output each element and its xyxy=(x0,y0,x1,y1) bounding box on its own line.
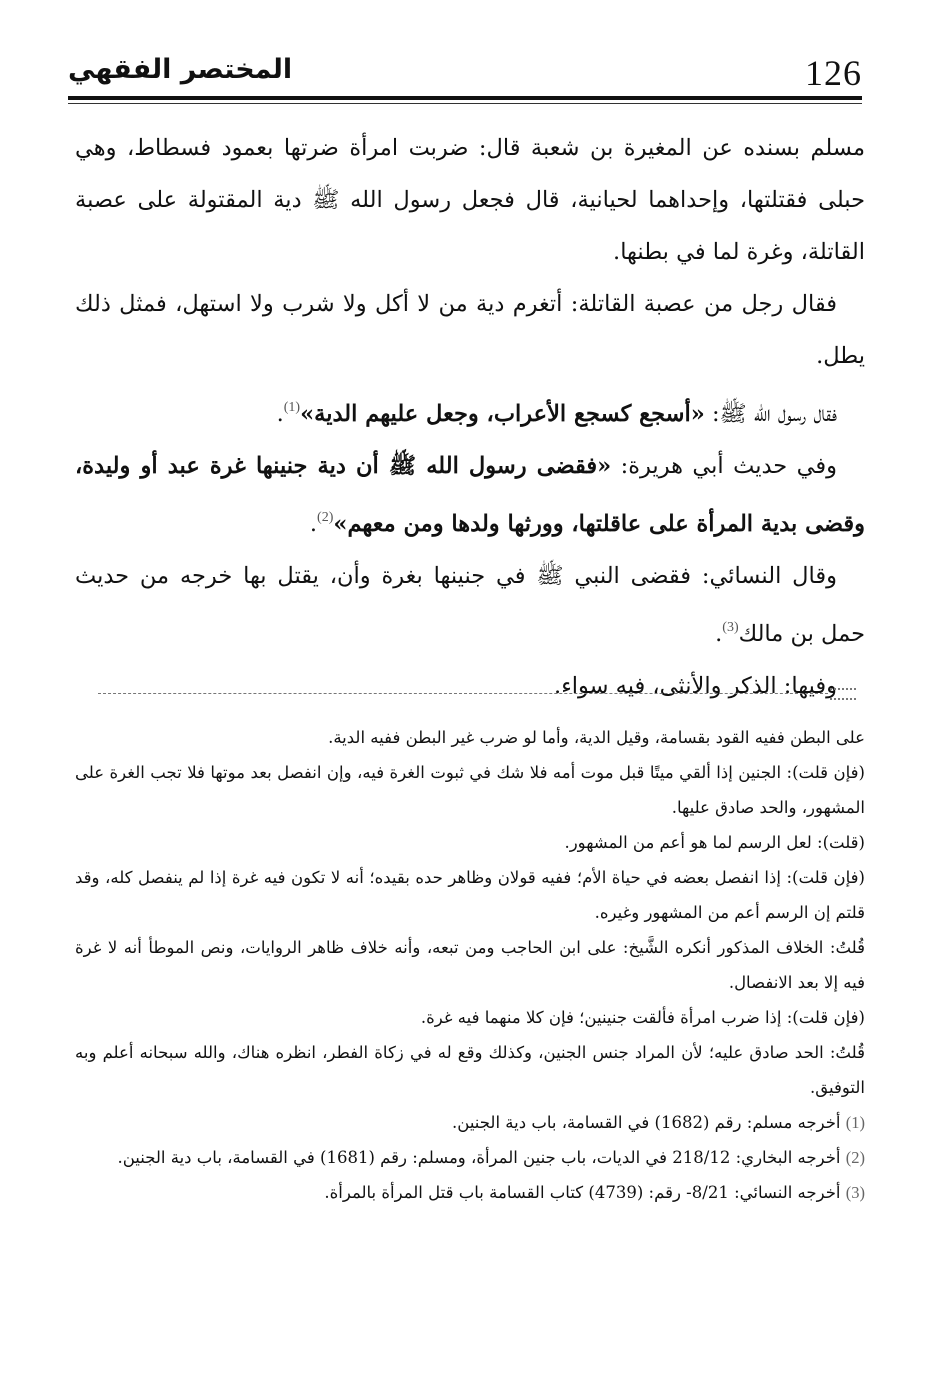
note-line: (فإن قلت): إذا ضرب امرأة فألقت جنينين؛ فإن كلا منهما فيه غرة. xyxy=(420,1008,865,1027)
footnote-ref[interactable]: (2) xyxy=(317,510,334,525)
separator-ornament xyxy=(830,688,856,700)
paragraph-text: . xyxy=(276,401,284,427)
paragraph: وفيها: الذكر والأنثى، فيه سواء. xyxy=(554,673,837,699)
footnote xyxy=(75,1140,865,1175)
note-line: (فإن قلت): الجنين إذا ألقي ميتًا قبل موت أمه فلا شك في ثبوت الغرة فيه، وإن انفصل بعد موتها فلا تجب الغرة على المشهور، والحد صادق عليها. xyxy=(75,763,865,817)
paragraph-text: وفي حديث أبي هريرة: xyxy=(611,453,837,479)
paragraph: فقال رجل من عصبة القاتلة: أتغرم دية من لا أكل ولا شرب ولا استهل، فمثل ذلك يطل. xyxy=(75,291,865,369)
footnote-separator xyxy=(98,693,828,694)
note-line: قُلتُ: الخلاف المذكور أنكره الشَّيخ: على ابن الحاجب ومن تبعه، وأنه خلاف ظاهر الروايات، ونص الموطأ أنه لا غرة فيه إلا بعد الانفصال. xyxy=(75,938,865,992)
page-number: 126 xyxy=(805,53,862,93)
footnote-ref[interactable]: (3) xyxy=(722,620,739,635)
footnote-number: (1) xyxy=(845,1113,865,1132)
footnote-text: أخرجه البخاري: 218/12 في الديات، باب جنين المرأة، ومسلم: رقم (1681) في القسامة، باب دية الجنين. xyxy=(117,1148,846,1167)
main-text xyxy=(75,122,865,712)
page-header xyxy=(68,48,862,94)
paragraph xyxy=(75,382,865,440)
paragraph: مسلم بسنده عن المغيرة بن شعبة قال: ضربت امرأة ضرتها بعمود فسطاط، وهي حبلى فقتلتها، وإحداهما لحيانية، قال فجعل رسول الله ﷺ دية المقتولة على عصبة القاتلة، وغرة لما في بطنها. xyxy=(75,135,865,265)
footnote-text: أخرجه مسلم: رقم (1682) في القسامة، باب دية الجنين. xyxy=(452,1113,846,1132)
footnote-number: (3) xyxy=(845,1183,865,1202)
footnote xyxy=(75,1175,865,1210)
hadith-quote: «فقضى رسول الله ﷺ أن دية جنينها غرة عبد أو وليدة، وقضى بدية المرأة على عاقلتها، وورثها ولدها ومن معهم» xyxy=(75,453,865,537)
note-line: (قلت): لعل الرسم لما هو أعم من المشهور. xyxy=(564,833,865,852)
paragraph xyxy=(75,440,865,550)
paragraph-text: فقال رسول الله ﷺ: xyxy=(704,401,837,427)
paragraph-text: وقال النسائي: فقضى النبي ﷺ في جنينها بغرة وأن، يقتل بها خرجه من حديث حمل بن مالك xyxy=(75,563,865,647)
note-line: قُلتُ: الحد صادق عليه؛ لأن المراد جنس الجنين، وكذلك وقع له في زكاة الفطر، انظره هناك، والله سبحانه أعلم وبه التوفيق. xyxy=(75,1043,865,1097)
footnote-ref[interactable]: (1) xyxy=(283,400,301,415)
header-rule-thin xyxy=(68,103,862,104)
paragraph-text: . xyxy=(309,511,318,537)
footnote-number: (2) xyxy=(845,1148,865,1167)
header-rule-thick xyxy=(68,96,862,100)
footnote xyxy=(75,1105,865,1140)
paragraph-text: . xyxy=(715,621,723,647)
footnotes xyxy=(75,720,865,1210)
note-line: على البطن ففيه القود بقسامة، وقيل الدية، وأما لو ضرب غير البطن ففيه الدية. xyxy=(328,728,865,747)
hadith-quote: «أسجع كسجع الأعراب، وجعل عليهم الدية» xyxy=(300,401,705,427)
footnote-text: أخرجه النسائي: 8/21- رقم: (4739) كتاب القسامة باب قتل المرأة بالمرأة. xyxy=(324,1183,846,1202)
note-line: (فإن قلت): إذا انفصل بعضه في حياة الأم؛ ففيه قولان وظاهر حده بقيده؛ أنه لا تكون فيه غرة إذا لم ينفصل كله، وقد قلتم إن الرسم أعم من المشهور وغيره. xyxy=(75,868,865,922)
book-title: المختصر الفقهي xyxy=(68,54,293,85)
paragraph xyxy=(75,550,865,660)
